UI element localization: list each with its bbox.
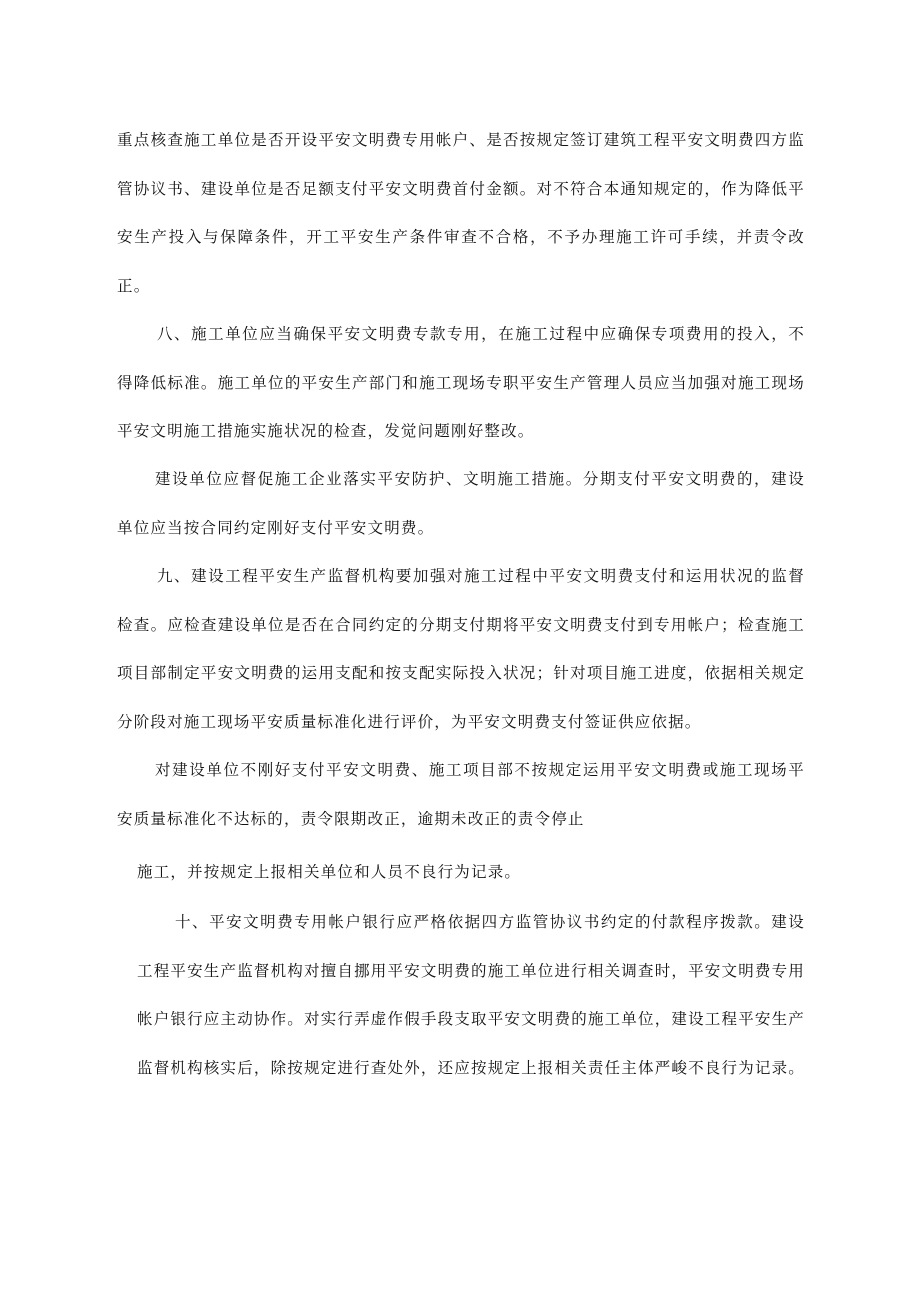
paragraph-4-section-9: 九、建设工程平安生产监督机构要加强对施工过程中平安文明费支付和运用状况的监督检查。应检查建设单位是否在合同约定的分期支付期将平安文明费支付到专用帐户；检查施工项目部制定平安文明费的运用支配和按支配实际投入状况；针对项目施工进度，依据相关规定分阶段对施工现场平安质量标准化进行评价，为平安文明费支付签证供应依据。 [117,567,805,731]
paragraph-3: 建设单位应督促施工企业落实平安防护、文明施工措施。分期支付平安文明费的，建设单位应当按合同约定刚好支付平安文明费。 [117,470,805,537]
paragraph-6: 施工，并按规定上报相关单位和人员不良行为记录。 [137,863,522,881]
paragraph-5: 对建设单位不刚好支付平安文明费、施工项目部不按规定运用平安文明费或施工现场平安质量标准化不达标的，责令限期改正，逾期未改正的责令停止 [117,761,805,828]
paragraph-7-section-10: 十、平安文明费专用帐户银行应严格依据四方监管协议书约定的付款程序拨款。建设工程平安生产监督机构对擅自挪用平安文明费的施工单位进行相关调查时，平安文明费专用帐户银行应主动协作。对实行弄虚作假手段支取平安文明费的施工单位，建设工程平安生产监督机构核实后，除按规定进行查处外，还应按规定上报相关责任主体严峻不良行为记录。 [137,913,806,1077]
paragraph-1: 重点核查施工单位是否开设平安文明费专用帐户、是否按规定签订建筑工程平安文明费四方监管协议书、建设单位是否足额支付平安文明费首付金额。对不符合本通知规定的，作为降低平安生产投入与保障条件，开工平安生产条件审查不合格，不予办理施工许可手续，并责令改正。 [117,131,805,295]
paragraph-2-section-8: 八、施工单位应当确保平安文明费专款专用，在施工过程中应确保专项费用的投入，不得降低标准。施工单位的平安生产部门和施工现场专职平安生产管理人员应当加强对施工现场平安文明施工措施实施状况的检查，发觉问题刚好整改。 [117,325,805,440]
